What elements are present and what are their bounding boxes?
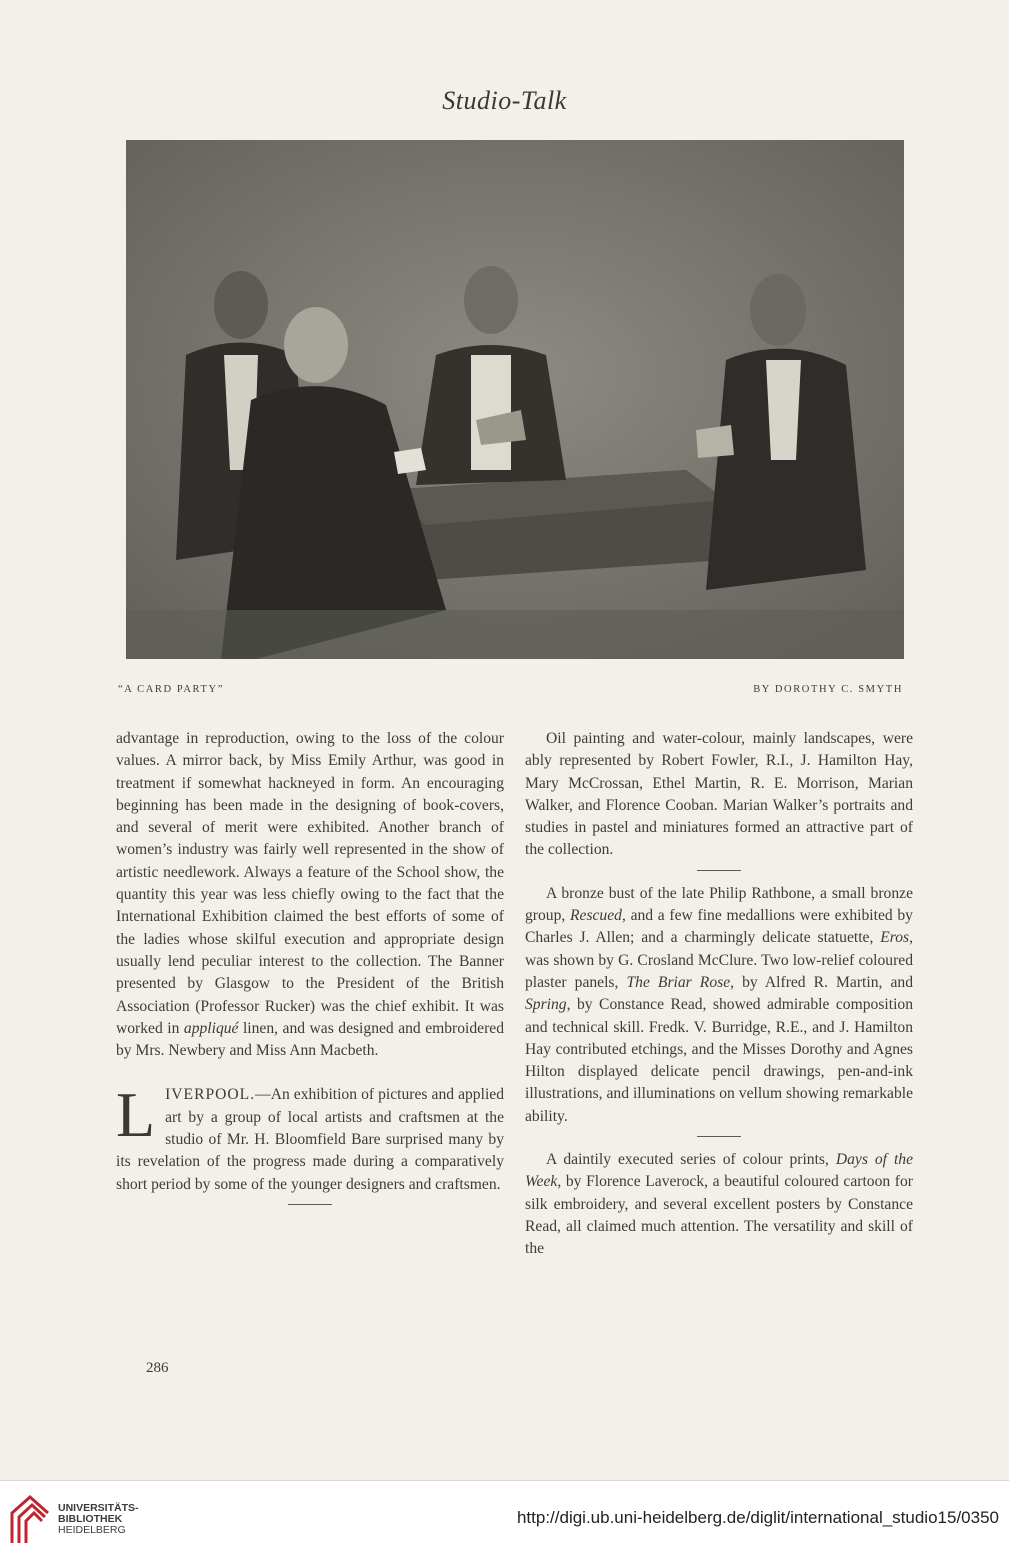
- paragraph: Oil painting and water-colour, mainly landscapes, were ably represented by Robert Fowler, R.I., J. Hamilton Hay, Mary McCrossan, Ethel Martin, R. E. Morrison, Marian Walker, and Florence Cooban. Marian Walker’s portraits and studies in pastel and miniatures formed an attractive part of the collection.: [525, 730, 913, 859]
- university-library-logo-text: UNIVERSITÄTS- BIBLIOTHEK HEIDELBERG: [58, 1502, 139, 1536]
- plate-caption-title: “A CARD PARTY”: [118, 684, 224, 695]
- section-rule: [288, 1204, 332, 1205]
- right-column: [525, 728, 913, 1261]
- left-column: [116, 728, 504, 1217]
- liverpool-paragraph: LIVERPOOL.—An exhibition of pictures and applied art by a group of local artists and craftsmen at the studio of Mr. H. Bloomfield Bare surprised many by its revelation of the progress made during a comparatively short period by some of the younger designers and craftsmen.: [116, 1079, 504, 1193]
- card-party-illustration: [126, 140, 904, 659]
- paragraph: A bronze bust of the late Philip Rathbone, a small bronze group, Rescued, and a few fine medallions were exhibited by Charles J. Allen; and a charmingly delicate statuette, Eros, was shown by G. Crosland McClure. Two low-relief coloured plaster panels, The Briar Rose, by Alfred R. Martin, and Spring, by Constance Read, showed admirable composition and technical skill. Fredk. V. Burridge, R.E., and J. Hamilton Hay contributed etchings, and the Misses Dorothy and Agnes Hilton displayed delicate pencil drawings, pen-and-ink illustrations, and illuminations on vellum showing remarkable ability.: [525, 884, 913, 1125]
- page-number: 286: [146, 1360, 169, 1376]
- drop-cap: L: [116, 1079, 156, 1151]
- card-party-drawing: [126, 140, 904, 659]
- paragraph: A daintily executed series of colour prints, Days of the Week, by Florence Laverock, a beautiful coloured cartoon for silk embroidery, and several excellent posters by Constance Read, all claimed much attention. The versatility and skill of the: [525, 1151, 913, 1258]
- paragraph: advantage in reproduction, owing to the loss of the colour values. A mirror back, by Miss Emily Arthur, was good in treatment if somewhat hackneyed in form. An encouraging beginning has been made in the designing of book-covers, and several of merit were exhibited. Another branch of women’s industry was fairly well represented in the show of artistic needlework. Always a feature of the School show, the quantity this year was less chiefly owing to the fact that the International Exhibition claimed the best efforts of some of the ladies whose skilful execution and appropriate design usually lend peculiar interest to the collection. The Banner presented by Glasgow to the President of the British Association (Professor Rucker) was the chief exhibit. It was worked in appliqué linen, and was designed and embroidered by Mrs. Newbery and Miss Ann Macbeth.: [116, 730, 504, 1060]
- digitization-footer: [0, 1480, 1009, 1558]
- source-url-link[interactable]: http://digi.ub.uni-heidelberg.de/diglit/international_studio15/0350: [516, 1508, 999, 1527]
- section-rule: [697, 1136, 741, 1137]
- section-rule: [697, 870, 741, 871]
- running-head: Studio-Talk: [442, 86, 567, 115]
- plate-caption-credit: BY DOROTHY C. SMYTH: [753, 684, 903, 695]
- university-library-logo-icon: [8, 1493, 52, 1545]
